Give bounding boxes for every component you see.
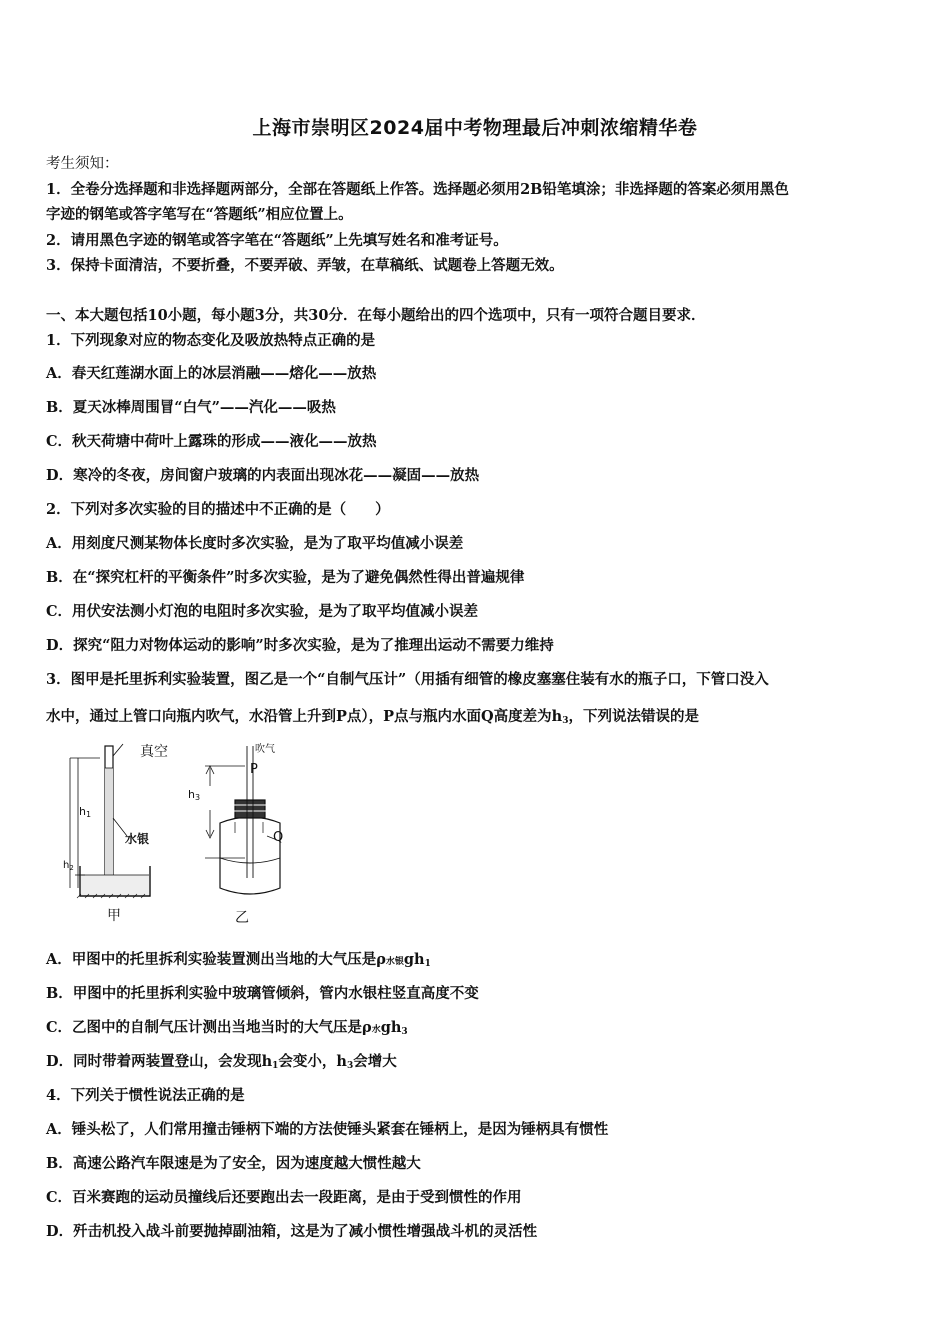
label-p: P	[250, 762, 258, 777]
q1-option-b: B．夏天冰棒周围冒“白气”——汽化——吸热	[46, 399, 336, 416]
label-yi: 乙	[235, 910, 249, 926]
q3-figure	[55, 738, 305, 928]
q3-option-a: A．甲图中的托里拆利实验装置测出当地的大气压是ρ水银$gh_1$	[46, 951, 431, 969]
q4-option-c: C．百米赛跑的运动员撞线后还要跑出去一段距离，是由于受到惯性的作用	[46, 1189, 522, 1206]
q2-option-a: A．用刻度尺测某物体长度时多次实验，是为了取平均值减小误差	[46, 535, 464, 552]
q3-stem-line1: 3．图甲是托里拆利实验装置，图乙是一个“自制气压计”（用插有细管的橡皮塞塞住装有水的瓶子口，下管口没入	[46, 671, 769, 688]
notice-item-2: 2．请用黑色字迹的钢笔或答字笔在“答题纸”上先填写姓名和准考证号。	[46, 232, 508, 249]
q4-stem: 4．下列关于惯性说法正确的是	[46, 1087, 245, 1104]
label-h1: h1	[79, 805, 92, 819]
notice-item-3: 3．保持卡面清洁，不要折叠，不要弄破、弄皱，在草稿纸、试题卷上答题无效。	[46, 257, 564, 274]
q3-option-c: C．乙图中的自制气压计测出当地当时的大气压是ρ水$gh_3$	[46, 1019, 408, 1037]
label-blow: 吹气	[255, 744, 275, 755]
q4-option-a: A．锤头松了，人们常用撞击锤柄下端的方法使锤头紧套在锤柄上，是因为锤柄具有惯性	[46, 1121, 609, 1138]
q3-option-b: B．甲图中的托里拆利实验中玻璃管倾斜，管内水银柱竖直高度不变	[46, 985, 479, 1002]
q2-option-d: D．探究“阻力对物体运动的影响”时多次实验，是为了推理出运动不需要力维持	[46, 637, 554, 654]
q1-option-a: A．春天红莲湖水面上的冰层消融——熔化——放热	[46, 365, 377, 382]
label-h3: h3	[188, 788, 201, 802]
q3-option-d: D．同时带着两装置登山，会发现$h_1$会变小，$h_3$会增大	[46, 1053, 397, 1071]
q2-option-b: B．在“探究杠杆的平衡条件”时多次实验，是为了避免偶然性得出普遍规律	[46, 569, 525, 586]
q1-option-c: C．秋天荷塘中荷叶上露珠的形成——液化——放热	[46, 433, 377, 450]
q2-option-c: C．用伏安法测小灯泡的电阻时多次实验，是为了取平均值减小误差	[46, 603, 479, 620]
notice-item-1: 1．全卷分选择题和非选择题两部分，全部在答题纸上作答。选择题必须用2B铅笔填涂；非选择题的答案必须用黑色	[46, 181, 789, 198]
label-h2: $h_2$	[63, 860, 74, 872]
barometer-apparatus	[205, 746, 280, 894]
section-heading: 一、本大题包括10小题，每小题3分，共30分．在每小题给出的四个选项中，只有一项符合题目要求．	[46, 307, 706, 324]
torricelli-apparatus	[70, 744, 150, 898]
q4-option-d: D．歼击机投入战斗前要抛掉副油箱，这是为了减小惯性增强战斗机的灵活性	[46, 1223, 538, 1240]
notice-heading: 考生须知：	[46, 156, 119, 172]
label-jia: 甲	[107, 908, 121, 924]
q2-stem: 2．下列对多次实验的目的描述中不正确的是（ ）	[46, 501, 390, 518]
notice-item-1-cont: 字迹的钢笔或答字笔写在“答题纸”相应位置上。	[46, 206, 353, 223]
exam-title: 上海市崇明区2024届中考物理最后冲刺浓缩精华卷	[252, 117, 698, 139]
q1-option-d: D．寒冷的冬夜，房间窗户玻璃的内表面出现冰花——凝固——放热	[46, 467, 480, 484]
q1-stem: 1．下列现象对应的物态变化及吸放热特点正确的是	[46, 332, 376, 349]
q4-option-b: B．高速公路汽车限速是为了安全，因为速度越大惯性越大	[46, 1155, 421, 1172]
label-vacuum: 真空	[140, 744, 168, 760]
label-mercury: 水银	[125, 832, 150, 846]
q3-stem-line2: 水中，通过上管口向瓶内吹气，水沿管上升到P点），P点与瓶内水面Q高度差为$h_3$，下列说法错误的是	[46, 708, 699, 726]
label-q: Q	[273, 830, 284, 845]
q3-figure-drawing	[55, 738, 305, 928]
